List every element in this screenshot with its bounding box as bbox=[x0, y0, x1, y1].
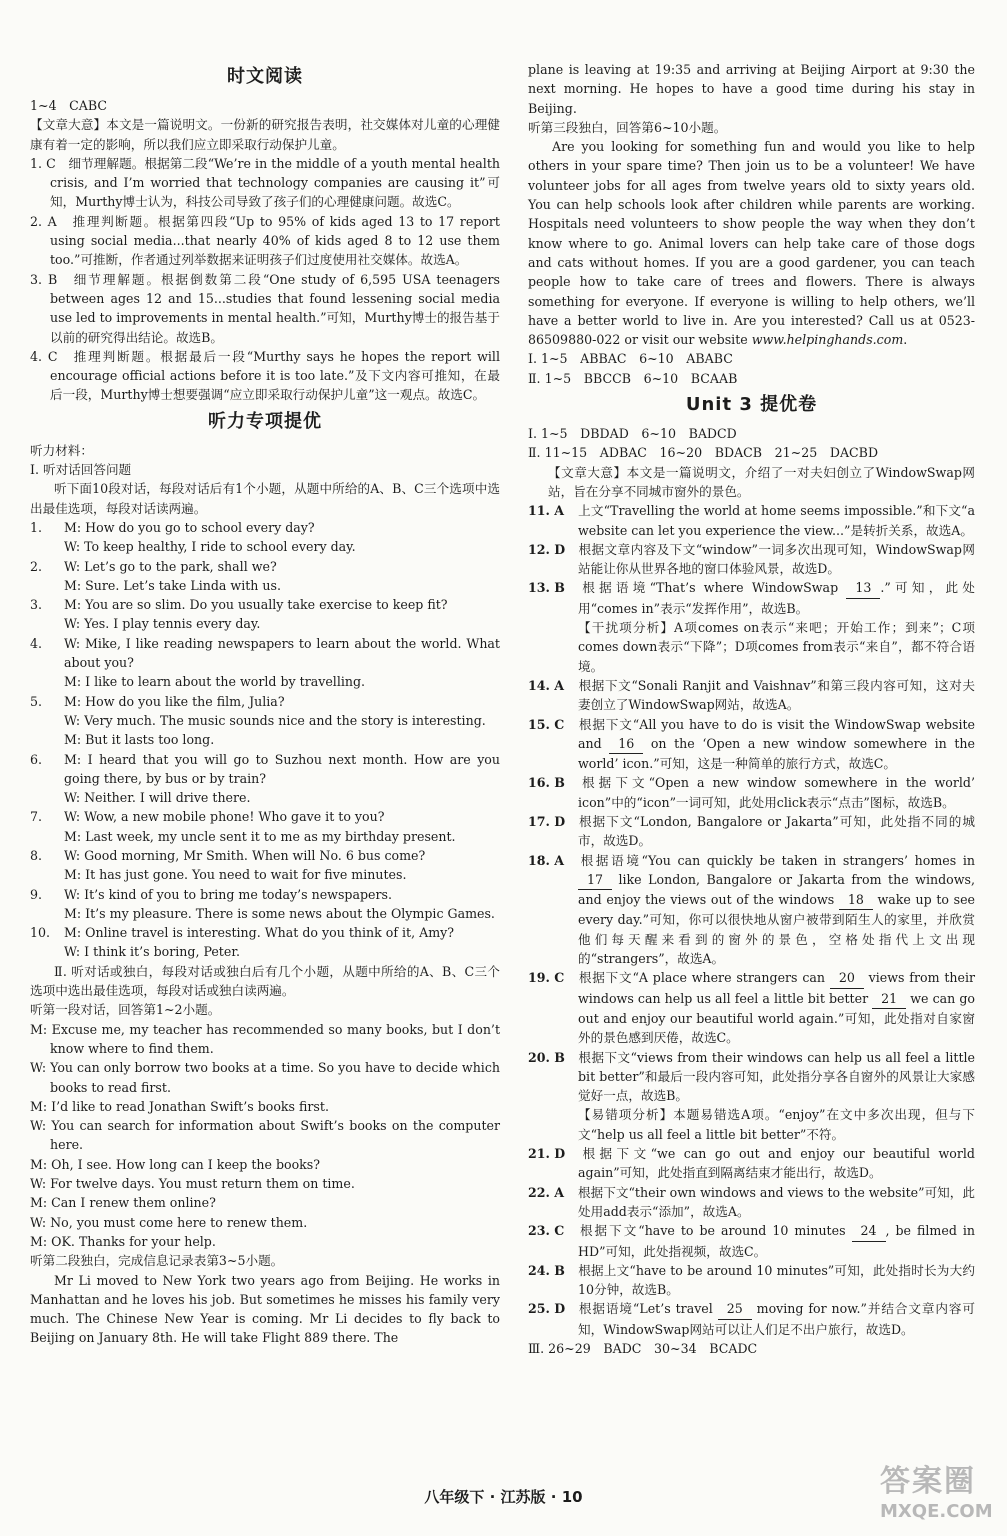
item-explanation bbox=[528, 501, 975, 540]
dialogue-line: W: No, you must come here to renew them. bbox=[30, 1214, 308, 1230]
unit-title: Unit 3 提优卷 bbox=[685, 394, 818, 416]
unit-answer-3: Ⅲ. 26~29 BADC 30~34 BCADC bbox=[528, 1341, 758, 1356]
listening-instruction-line: 听下面10段对话，每段对话后有1个小题，从题中所给的A、B、C三个选项中选出最佳选项，每段对话读两遍。 bbox=[30, 481, 500, 516]
dialogue-line bbox=[30, 634, 500, 673]
item-text: 根据下文“Sonali Ranjit and Vaishnav”和第三段内容可知，这对夫妻创立了WindowSwap网站，故选A。 bbox=[578, 677, 975, 713]
dialogue-line: W: For twelve days. You must return them on time. bbox=[30, 1176, 355, 1192]
item-explanation bbox=[528, 851, 975, 969]
dialogue-line bbox=[30, 730, 500, 749]
item-number: 21. D bbox=[528, 1146, 566, 1162]
item-text: 根据语境“That’s where WindowSwap bbox=[578, 580, 847, 596]
item-number: 13. B bbox=[528, 580, 565, 596]
item-text: 根据下文“Open a new window somewhere in the world’ icon”中的“icon”一词可知，此处用click表示“点击”图标，故选B。 bbox=[578, 775, 975, 810]
answer-blank: 17 bbox=[578, 870, 612, 890]
item-explanation bbox=[528, 1105, 975, 1144]
dialogue-number: 7. bbox=[30, 809, 43, 825]
section-title-listening: 听力专项提优 bbox=[208, 410, 322, 432]
dialogue-text: M: But it lasts too long. bbox=[64, 732, 215, 748]
dialogue-line bbox=[30, 576, 500, 595]
dialogue-line bbox=[30, 807, 500, 826]
dialogue-line bbox=[30, 750, 500, 789]
dialogue-text: M: It’s my pleasure. There is some news about the Olympic Games. bbox=[64, 905, 495, 921]
item-explanation bbox=[528, 540, 975, 579]
right-column bbox=[528, 60, 975, 1358]
item-text: , be filmed in HD”可知，此处指视频，故选C。 bbox=[578, 1223, 975, 1259]
item-text: 根据下文“London, Bangalore or Jakarta”可知，此处指不同的城市，故选D。 bbox=[578, 813, 975, 849]
dialogue-text: W: To keep healthy, I ride to school every day. bbox=[64, 539, 356, 555]
reading-answer-line: 1~4 CABC bbox=[30, 98, 108, 113]
left-column bbox=[30, 60, 500, 1348]
item-text: we can go out and enjoy our beautiful world again.”可知，此处指对自家窗外的景色感到厌倦，故选C。 bbox=[578, 990, 976, 1046]
dialogue-text: M: You are so slim. Do you usually take exercise to keep fit? bbox=[64, 597, 448, 613]
answer-blank: 25 bbox=[718, 1299, 752, 1319]
item-text: 根据下文“their own windows and views to the website”可知，此处用add表示“添加”，故选A。 bbox=[578, 1184, 975, 1219]
item-explanation bbox=[528, 1299, 975, 1339]
unit-answer-2: Ⅱ. 11~15 ADBAC 16~20 BDACB 21~25 DACBD bbox=[528, 445, 879, 461]
listening-part2-instructions bbox=[30, 962, 500, 1020]
dialogue-line bbox=[30, 614, 500, 633]
dialogue-text: W: I think it’s boring, Peter. bbox=[64, 944, 240, 960]
watermark-seal: 答案圈 bbox=[880, 1464, 976, 1499]
dialogue-text: W: Good morning, Mr Smith. When will No. 6 bus come? bbox=[64, 847, 426, 863]
unit-summary: 【文章大意】本文是一篇说明文，介绍了一对夫妇创立了WindowSwap网站，旨在分享不同城市窗外的景色。 bbox=[548, 464, 975, 499]
monologue3-heading: 听第三段独白，回答第6~10小题。 bbox=[528, 119, 727, 135]
dialogue-text: W: Wow, a new mobile phone! Who gave it to you? bbox=[64, 809, 385, 825]
item-number: 20. B bbox=[528, 1049, 565, 1065]
item-explanation bbox=[528, 618, 975, 676]
dialogue-line: M: I’d like to read Jonathan Swift’s books first. bbox=[30, 1098, 329, 1114]
dialogue-line bbox=[30, 537, 500, 556]
dialogue-line bbox=[30, 788, 500, 807]
page-footer: 八年级下 · 江苏版 · 10 bbox=[424, 1488, 583, 1506]
section-title-reading: 时文阅读 bbox=[227, 66, 303, 87]
dialogue-text: W: Yes. I play tennis every day. bbox=[64, 616, 261, 632]
item-number: 11. A bbox=[528, 503, 565, 519]
dialogue-line bbox=[30, 942, 500, 961]
listening-answer-2: Ⅱ. 1~5 BBCCB 6~10 BCAAB bbox=[528, 370, 738, 386]
dialogue-text: M: How do you go to school every day? bbox=[64, 519, 315, 535]
dialogue-line: M: Oh, I see. How long can I keep the books? bbox=[30, 1156, 321, 1172]
dialogue-line: W: You can only borrow two books at a time. So you have to decide which books to read first. bbox=[30, 1060, 500, 1095]
item-text: on the ‘Open a new window somewhere in the world’ icon.”可知，这是一种简单的旅行方式，故选C。 bbox=[578, 735, 975, 772]
item-number: 16. B bbox=[528, 775, 565, 791]
dialogue-line bbox=[30, 672, 500, 691]
item-text: 根据语境“You can quickly be taken in strangers’ homes in bbox=[578, 852, 975, 868]
item-text: 根据语境“Let’s travel bbox=[578, 1301, 718, 1317]
reading-answer-line: 1. C 细节理解题。根据第二段“We’re in the middle of a youth mental health crisis, and I’m worried that technology companies are causing it”可知，Murthy博士认为，科技公司导致了孩子们的心理健康问题。故选C。 bbox=[30, 155, 500, 210]
website-link: www.helpinghands.com bbox=[751, 332, 904, 348]
dialogue-text: M: Online travel is interesting. What do you think of it, Amy? bbox=[64, 925, 455, 941]
dialogue-text: W: Neither. I will drive there. bbox=[64, 790, 251, 806]
dialogue-text: W: Let’s go to the park, shall we? bbox=[64, 558, 277, 574]
item-text: 根据文章内容及下文“window”一词多次出现可知，WindowSwap网站能让你从世界各地的窗口体验风景，故选D。 bbox=[578, 541, 975, 577]
dialogue-line: W: You can search for information about Swift’s books on the computer here. bbox=[30, 1118, 500, 1153]
dialogue-number: 2. bbox=[30, 558, 43, 574]
reading-answer-line: 2. A 推理判断题。根据第四段“Up to 95% of kids aged 13 to 17 report using social media...that nearly 40% of kids aged 8 to 12 use them too.”可推断，作者通过列举数据来证明孩子们过度使用社交媒体。故选A。 bbox=[30, 213, 500, 268]
monologue2-text: Mr Li moved to New York two years ago from Beijing. He works in Manhattan and he loves his job. But sometimes he misses his family very much. The Chinese New Year is coming. Mr Li decides to fly back to Beijing on January 8th. He will take Flight 889 there. The bbox=[30, 1272, 500, 1346]
item-text: moving for now.”并结合文章内容可知，WindowSwap网站可以让人们足不出户旅行，故选D。 bbox=[578, 1301, 975, 1337]
dialogue-line bbox=[30, 711, 500, 730]
answer-blank: 13 bbox=[846, 578, 880, 598]
item-text: 根据下文“views from their windows can help us all feel a little bit better”和最后一段内容可知，此处指分享各自窗外的风景让大家感觉好一点，故选B。 bbox=[578, 1049, 975, 1104]
dialogue-text: W: Mike, I like reading newspapers to learn about the world. What about you? bbox=[64, 635, 500, 671]
listening-dialogues bbox=[30, 518, 500, 962]
dialogue-line bbox=[30, 518, 500, 537]
dialogue-number: 4. bbox=[30, 635, 43, 651]
reading-answer-line: 【文章大意】本文是一篇说明文。一份新的研究报告表明，社交媒体对儿童的心理健康有着一定的影响，所以我们应立即采取行动保护儿童。 bbox=[30, 117, 500, 152]
item-text: 根据下文“have to be around 10 minutes bbox=[578, 1223, 852, 1239]
item-number: 24. B bbox=[528, 1262, 565, 1278]
item-number: 23. C bbox=[528, 1223, 565, 1239]
monologue2-continued: plane is leaving at 19:35 and arriving at Beijing Airport at 9:30 the next morning. He hopes to have a good time during his stay in Beijing. bbox=[528, 62, 975, 116]
item-text: 根据下文“All you have to do is visit the WindowSwap website and bbox=[578, 716, 975, 751]
answer-blank: 20 bbox=[830, 968, 864, 988]
dialogue-text: M: I like to learn about the world by travelling. bbox=[64, 674, 366, 690]
answer-blank: 21 bbox=[872, 989, 906, 1009]
reading-answer-line: 4. C 推理判断题。根据最后一段“Murthy says he hopes the report will encourage official actions before it is too late.”及下文内容可推知，在最后一段，Murthy博士想要强调“应立即采取行动保护儿童”这一观点。故选C。 bbox=[30, 348, 500, 403]
dialogue-line bbox=[30, 904, 500, 923]
dialogue-line bbox=[30, 595, 500, 614]
item-explanation bbox=[528, 812, 975, 851]
unit-item-explanations bbox=[528, 501, 975, 1339]
dialogue-line: M: Excuse me, my teacher has recommended so many books, but I don’t know where to find them. bbox=[30, 1021, 500, 1056]
item-explanation bbox=[528, 1144, 975, 1183]
answer-blank: 18 bbox=[839, 890, 873, 910]
watermark-site: MXQE.COM bbox=[880, 1501, 993, 1522]
dialogue-line bbox=[30, 557, 500, 576]
dialogue-number: 1. bbox=[30, 519, 43, 535]
dialogue-number: 9. bbox=[30, 886, 43, 902]
item-explanation bbox=[528, 1261, 975, 1300]
item-explanation bbox=[528, 968, 975, 1047]
item-number: 17. D bbox=[528, 813, 566, 829]
item-number: 25. D bbox=[528, 1301, 566, 1317]
reading-answer-line: 3. B 细节理解题。根据倒数第二段“One study of 6,595 USA teenagers between ages 12 and 15...studies that found lessening social media use led to improvements in mental health.”可知，Murthy博士的报告基于以前的研究得出结论。故选B。 bbox=[30, 271, 500, 345]
dialogue-number: 5. bbox=[30, 693, 43, 709]
dialogue-number: 3. bbox=[30, 597, 43, 613]
listening-dialogue-long bbox=[30, 1020, 500, 1252]
item-explanation bbox=[528, 1221, 975, 1261]
dialogue-line: M: OK. Thanks for your help. bbox=[30, 1233, 216, 1249]
dialogue-text: W: Very much. The music sounds nice and the story is interesting. bbox=[64, 712, 486, 728]
dialogue-text: M: Sure. Let’s take Linda with us. bbox=[64, 577, 281, 593]
dialogue-text: M: It has just gone. You need to wait for five minutes. bbox=[64, 867, 407, 883]
item-text: wake up to see every day.”可知，你可以很快地从窗户被带到陌生人的家里，并欣赏他们每天醒来看到的窗外的景色，空格处指代上文出现的“strangers”，故选A。 bbox=[578, 892, 975, 967]
item-explanation bbox=[528, 1183, 975, 1222]
reading-answers bbox=[30, 96, 500, 405]
answer-blank: 16 bbox=[609, 734, 643, 754]
listening-instructions bbox=[30, 441, 500, 518]
item-text: 【干扰项分析】A项comes on表示“来吧；开始工作；到来”；C项comes down表示“下降”；D项comes from表示“来自”，都不符合语境。 bbox=[578, 620, 975, 674]
item-number: 22. A bbox=[528, 1184, 565, 1200]
listening-answer-1: Ⅰ. 1~5 ABBAC 6~10 ABABC bbox=[528, 351, 733, 367]
dialogue-text: W: It’s kind of you to bring me today’s newspapers. bbox=[64, 886, 392, 902]
listening-instruction-line: 听力材料： bbox=[30, 442, 93, 458]
dialogue-line bbox=[30, 846, 500, 865]
dialogue-text: M: I heard that you will go to Suzhou next month. How are you going there, by bus or by train? bbox=[64, 751, 500, 786]
item-explanation bbox=[528, 676, 975, 715]
dialogue-number: 8. bbox=[30, 847, 43, 863]
dialogue-text: M: Last week, my uncle sent it to me as my birthday present. bbox=[64, 828, 456, 844]
dialogue-line bbox=[30, 827, 500, 846]
item-explanation bbox=[528, 715, 975, 774]
item-number: 15. C bbox=[528, 716, 565, 732]
item-text: 根据下文“we can go out and enjoy our beautiful world again”可知，此处指直到隔离结束才能出行，故选D。 bbox=[578, 1146, 975, 1181]
item-text: 根据下文“A place where strangers can bbox=[578, 970, 830, 986]
dialogue-number: 6. bbox=[30, 751, 43, 767]
dialogue-line bbox=[30, 885, 500, 904]
item-number: 12. D bbox=[528, 541, 566, 557]
item-number: 14. A bbox=[528, 677, 565, 693]
answer-blank: 24 bbox=[852, 1221, 886, 1241]
monologue3-text: Are you looking for something fun and would you like to help others in your spare time? Then join us to be a volunteer! We have volunteer jobs for all ages from twelve years old to sixty years old. You can help schools look after children while parents are working. Hospitals need volunteers to show people the way when they don’t know where to go. Animal lovers can help take care of those dogs and cats without homes. If you are a good gardener, you can teach people how to take care of trees and flowers. There is always something for everyone. If everyone is willing to help others, we’ll have a better world to live in. Are you interested? Call us at 0523-86509880-022 or visit our website www.helpinghands.com. bbox=[528, 139, 975, 348]
dialogue-number: 10. bbox=[30, 925, 51, 941]
dialogue-line bbox=[30, 923, 500, 942]
listening-part2-line: Ⅱ. 听对话或独白，每段对话或独白后有几个小题，从题中所给的A、B、C三个选项中选出最佳选项，每段对话或独白读两遍。 bbox=[30, 963, 500, 999]
item-explanation bbox=[528, 578, 975, 618]
item-text: views from their windows can help us all feel a little bit better bbox=[578, 970, 975, 1006]
item-number: 18. A bbox=[528, 852, 565, 868]
dialogue-text: M: How do you like the film, Julia? bbox=[64, 693, 285, 709]
item-text: .”可知，此处用“comes in”表示“发挥作用”，故选B。 bbox=[578, 580, 975, 616]
item-text: 根据上文“have to be around 10 minutes”可知，此处指时长为大约10分钟，故选B。 bbox=[578, 1262, 975, 1298]
dialogue-line bbox=[30, 692, 500, 711]
watermark-logo bbox=[880, 1462, 1000, 1532]
dialogue-line bbox=[30, 865, 500, 884]
item-text: 【易错项分析】本题易错选A项。“enjoy”在文中多次出现，但与下文“help us all feel a little bit better”不符。 bbox=[578, 1107, 975, 1142]
listening-instruction-line: Ⅰ. 听对话回答问题 bbox=[30, 462, 132, 478]
item-explanation bbox=[528, 1048, 975, 1106]
item-text: like London, Bangalore or Jakarta from the windows, and enjoy the views out of the windows bbox=[578, 871, 975, 908]
item-text: 上文“Travelling the world at home seems impossible.”和下文“a website can let you experience the view...”是转折关系，故选A。 bbox=[578, 503, 975, 538]
listening-part2-line: 听第一段对话，回答第1~2小题。 bbox=[30, 1002, 221, 1018]
dialogue-line: M: Can I renew them online? bbox=[30, 1195, 216, 1211]
item-number: 19. C bbox=[528, 970, 565, 986]
monologue2-heading: 听第二段独白，完成信息记录表第3~5小题。 bbox=[30, 1253, 284, 1269]
unit-answer-1: Ⅰ. 1~5 DBDAD 6~10 BADCD bbox=[528, 426, 737, 442]
item-explanation bbox=[528, 773, 975, 812]
